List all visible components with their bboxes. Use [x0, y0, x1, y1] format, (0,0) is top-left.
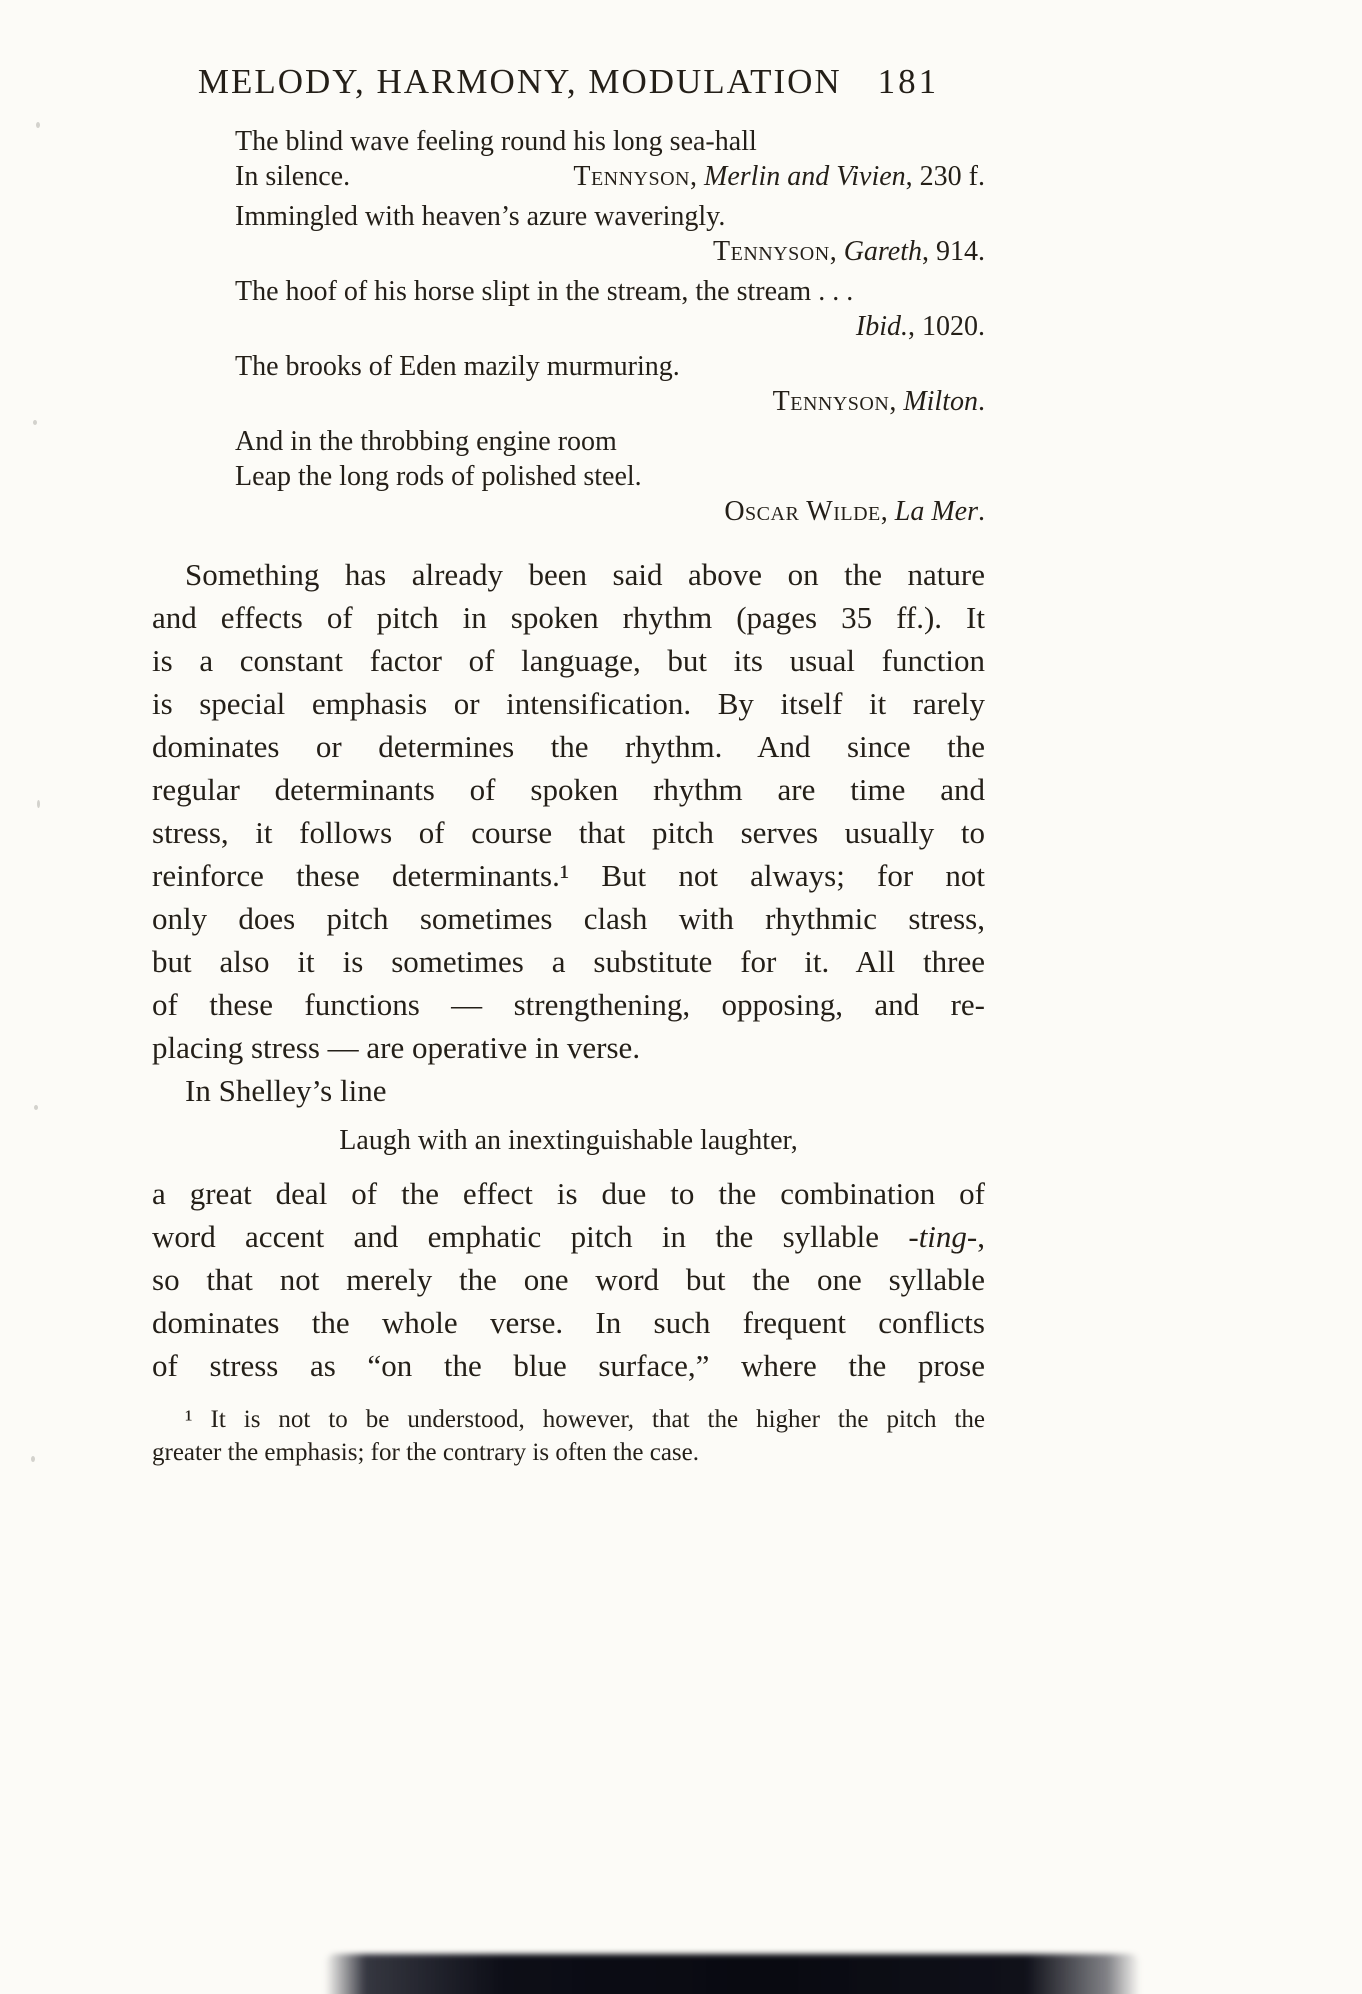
- quote-line: Leap the long rods of polished steel.: [235, 461, 642, 492]
- paragraph-shelley-intro: [152, 1069, 985, 1112]
- quote-lines: [235, 124, 985, 159]
- body-line: regular determinants of spoken rhythm are time and: [152, 772, 985, 807]
- text-span: -ting-: [908, 1219, 978, 1254]
- body-line: of stress as “on the blue surface,” where the prose: [152, 1348, 985, 1383]
- quote-line: And in the throbbing engine room: [235, 426, 617, 457]
- body-line: Something has already been said above on the nature: [185, 557, 985, 592]
- page-number: 181: [877, 62, 940, 101]
- text-span: , 1020.: [908, 311, 985, 342]
- verse-line: Laugh with an inextinguishable laughter,: [339, 1125, 798, 1156]
- body-line: placing stress — are operative in verse.: [152, 1030, 641, 1065]
- page-header: [152, 60, 985, 104]
- quote-block: [235, 274, 985, 344]
- text-span: ,: [977, 1219, 985, 1254]
- text-span: ,: [889, 386, 904, 417]
- quote-lines: [235, 199, 985, 234]
- page-content: [152, 60, 985, 1469]
- body-line: [152, 1215, 985, 1258]
- text-span: Tennyson: [573, 161, 691, 192]
- text-span: ,: [690, 161, 705, 192]
- scan-speck: [36, 122, 40, 128]
- quote-line: The blind wave feeling round his long sea-hall: [235, 126, 757, 157]
- body-line: so that not merely the one word but the one syllable: [152, 1262, 985, 1297]
- quote-lines: [235, 274, 985, 309]
- text-span: Tennyson: [772, 386, 890, 417]
- quote-attribution: [713, 236, 985, 267]
- body-line: of these functions — strengthening, opposing, and re-: [152, 987, 985, 1022]
- body-line: only does pitch sometimes clash with rhythmic stress,: [152, 901, 985, 936]
- quote-citation-row: [235, 384, 985, 419]
- quote-citation-row: [235, 494, 985, 529]
- quote-lines: [235, 349, 985, 384]
- text-span: ,: [880, 496, 895, 527]
- scan-speck: [31, 1456, 35, 1462]
- text-span: Milton: [903, 386, 978, 417]
- quote-attribution: [573, 159, 985, 194]
- paragraph-effect: [152, 1172, 985, 1387]
- quotes-section: [152, 124, 985, 529]
- body-line: reinforce these determinants.¹ But not always; for not: [152, 858, 985, 893]
- body-line: is a constant factor of language, but its usual function: [152, 643, 985, 678]
- text-span: , 230 f.: [905, 161, 985, 192]
- body-line: but also it is sometimes a substitute for it. All three: [152, 944, 985, 979]
- body-line: a great deal of the effect is due to the combination of: [152, 1176, 985, 1211]
- running-title: MELODY, HARMONY, MODULATION: [197, 62, 842, 101]
- quote-line: Immingled with heaven’s azure waveringly.: [235, 201, 726, 232]
- quote-lines: [235, 424, 985, 494]
- text-span: Ibid.: [855, 311, 908, 342]
- quote-citation-row: [235, 309, 985, 344]
- quote-attribution: [773, 386, 985, 417]
- body-line: and effects of pitch in spoken rhythm (pages 35 ff.). It: [152, 600, 985, 635]
- body-line: In Shelley’s line: [185, 1073, 387, 1108]
- text-span: Gareth: [843, 236, 922, 267]
- quote-line: The brooks of Eden mazily murmuring.: [235, 351, 680, 382]
- scan-artifact-bottom-bar: [325, 1954, 1140, 1994]
- text-span: Oscar Wilde: [724, 496, 881, 527]
- text-span: La Mer: [894, 496, 978, 527]
- body-line: is special emphasis or intensification. By itself it rarely: [152, 686, 985, 721]
- quote-block: [235, 349, 985, 419]
- quote-attribution: [724, 496, 985, 527]
- text-span: .: [978, 386, 985, 417]
- text-span: , 914.: [922, 236, 985, 267]
- footnote: [152, 1403, 985, 1469]
- body-line: dominates the whole verse. In such frequent conflicts: [152, 1305, 985, 1340]
- scan-speck: [33, 420, 37, 425]
- text-span: .: [978, 496, 985, 527]
- footnote-line: greater the emphasis; for the contrary is often the case.: [152, 1439, 699, 1466]
- quote-citation-row: [235, 159, 985, 194]
- scan-speck: [37, 800, 40, 808]
- footnote-line: ¹ It is not to be understood, however, that the higher the pitch the: [185, 1406, 985, 1433]
- quote-line: The hoof of his horse slipt in the stream, the stream . . .: [235, 276, 854, 307]
- body-text: [152, 553, 985, 1469]
- quote-attribution: [856, 311, 985, 342]
- text-span: Tennyson: [713, 236, 830, 267]
- body-line: dominates or determines the rhythm. And since the: [152, 729, 985, 764]
- text-span: Merlin and Vivien: [704, 161, 906, 192]
- paragraph-pitch: [152, 553, 985, 1069]
- quote-block: [235, 124, 985, 194]
- body-line: stress, it follows of course that pitch serves usually to: [152, 815, 985, 850]
- quote-block: [235, 424, 985, 529]
- text-span: word accent and emphatic pitch in the syllable: [152, 1219, 909, 1254]
- scan-speck: [34, 1105, 38, 1110]
- quote-citation-row: [235, 234, 985, 269]
- text-span: ,: [829, 236, 844, 267]
- quote-line: In silence.: [235, 161, 351, 192]
- quote-block: [235, 199, 985, 269]
